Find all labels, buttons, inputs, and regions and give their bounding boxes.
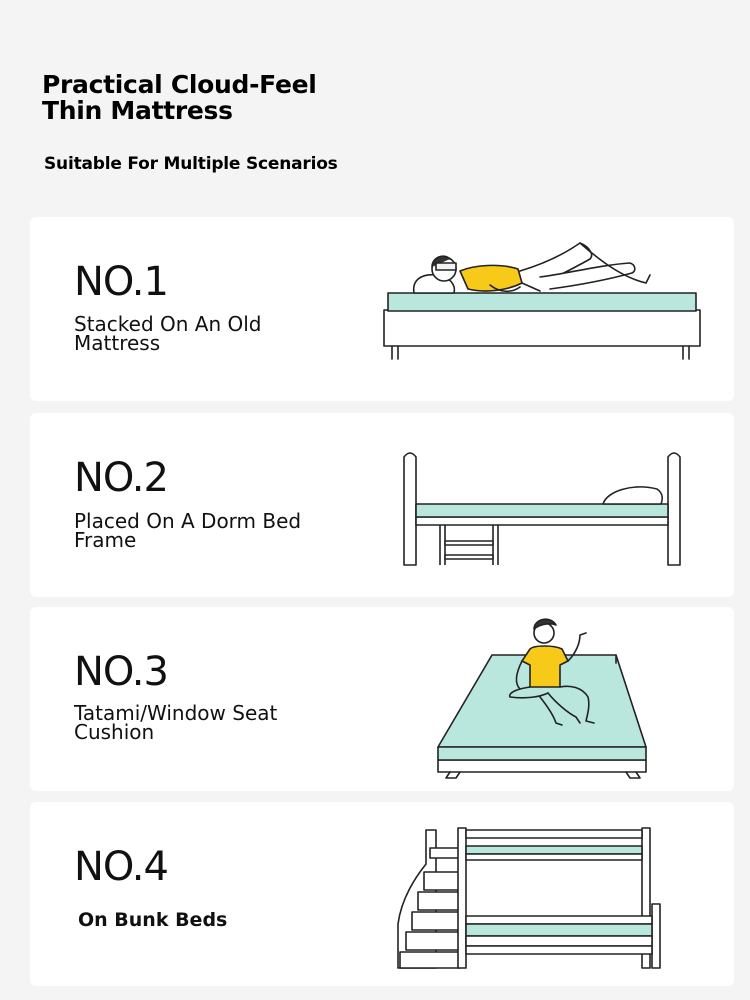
- description-line-2: Frame: [74, 528, 137, 552]
- page-title: [42, 72, 362, 124]
- scenario-description: [74, 701, 334, 744]
- scenario-number: NO.1: [74, 259, 168, 305]
- scenario-card-3: [30, 607, 734, 791]
- dorm-bed-icon: [395, 447, 690, 569]
- scenario-description: [74, 509, 334, 552]
- scenario-description: [74, 312, 334, 355]
- scenario-description: [78, 911, 338, 930]
- description-line-1: Placed On A Dorm Bed: [74, 509, 302, 533]
- scenario-card-4: [30, 802, 734, 986]
- scenario-number: NO.3: [74, 649, 168, 695]
- title-line-2: Thin Mattress: [42, 96, 233, 125]
- scenario-card-1: [30, 217, 734, 401]
- description-line-2: Cushion: [74, 720, 155, 744]
- description-line-1: Tatami/Window Seat: [74, 701, 278, 725]
- description-line-2: Mattress: [74, 331, 161, 355]
- person-sitting-on-tatami-icon: [430, 613, 660, 781]
- scenario-card-2: [30, 413, 734, 597]
- scenario-number: NO.2: [74, 455, 168, 501]
- title-line-1: Practical Cloud-Feel: [42, 70, 317, 99]
- description-line-1: Stacked On An Old: [74, 312, 262, 336]
- description-line-1: On Bunk Beds: [78, 909, 228, 931]
- header: [42, 72, 362, 174]
- page-subtitle: Suitable For Multiple Scenarios: [44, 154, 338, 174]
- scenario-number: NO.4: [74, 844, 168, 890]
- person-lying-on-bed-icon: [380, 237, 710, 387]
- bunk-bed-icon: [390, 824, 670, 972]
